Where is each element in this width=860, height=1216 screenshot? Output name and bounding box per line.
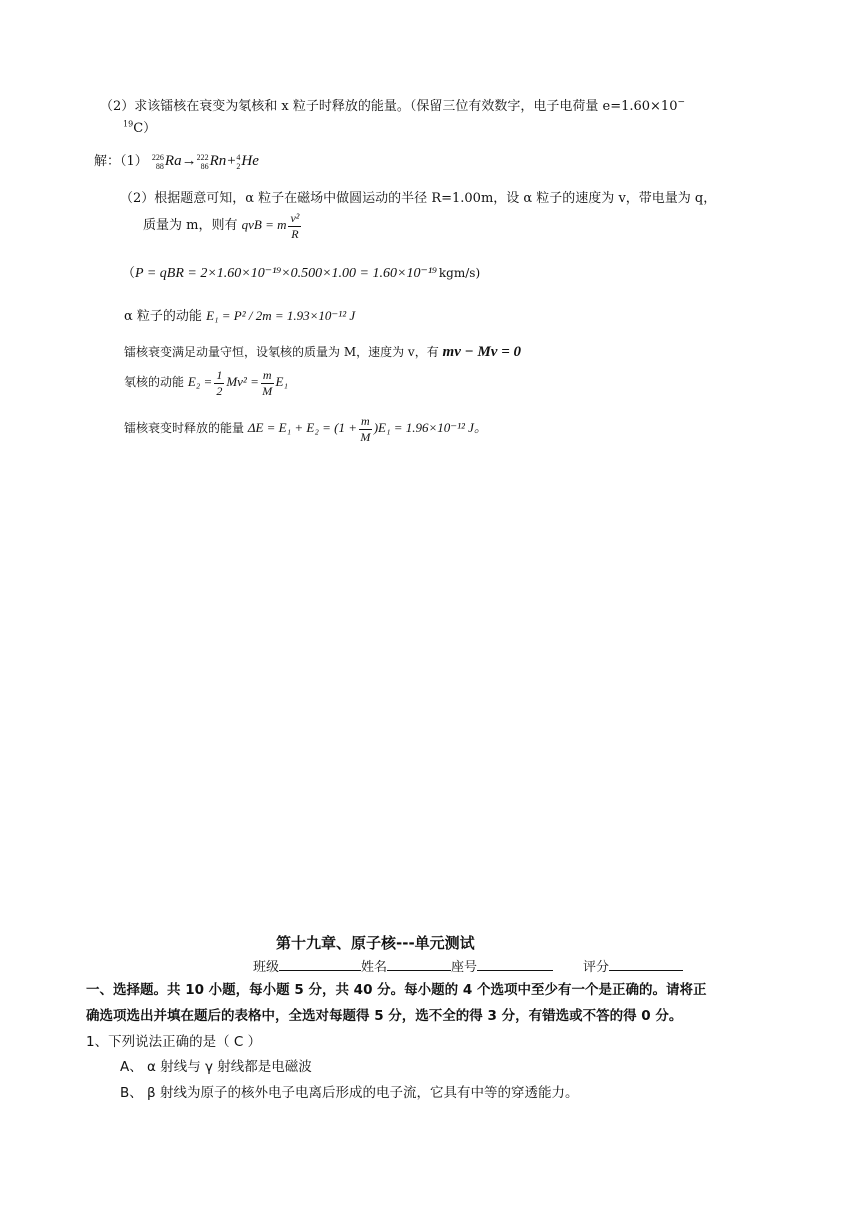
seat-field[interactable] [477, 958, 553, 971]
momentum-line: （P = qBR = 2×1.60×10⁻¹⁹×0.500×1.00 = 1.60×10⁻¹⁹ kgm/s) [122, 266, 481, 281]
class-field[interactable] [279, 958, 361, 971]
section-1-instructions-line-1: 一、选择题。共 10 小题，每小题 5 分，共 40 分。每小题的 4 个选项中至少有一个是正确的。请将正 [86, 982, 707, 998]
score-field[interactable] [609, 958, 683, 971]
section-1-instructions-line-2: 确选项选出并填在题后的表格中，全选对每题得 5 分，选不全的得 3 分，有错选或不答的得 0 分。 [86, 1008, 683, 1024]
force-equation: qvB = m $\frac{\text{v²}}{R}$ [241, 210, 300, 241]
decay-equation: 226 88Ra→222 86Rn+4 2He [151, 152, 259, 171]
solution-label: 解：（1） [94, 154, 148, 169]
class-label: 班级 [253, 960, 280, 975]
seat-label: 座号 [451, 960, 478, 975]
question-1-stem: 1、下列说法正确的是（ C ） [86, 1034, 262, 1050]
momentum-equation: P = qBR = 2×1.60×10⁻¹⁹×0.500×1.00 = 1.60×10⁻¹⁹ [135, 266, 437, 281]
solution-part-2-line-1: （2）根据题意可知，α 粒子在磁场中做圆运动的半径 R=1.00m，设 α 粒子的速度为 v，带电量为 q， [120, 191, 717, 206]
momentum-conservation: 镭核衰变满足动量守恒，设氡核的质量为 M，速度为 v，有 mv − Mv = 0 [124, 344, 521, 360]
score-label: 评分 [583, 960, 610, 975]
question-1-option-b: B、 β 射线为原子的核外电子电离后形成的电子流，它具有中等的穿透能力。 [120, 1085, 579, 1101]
solution-part-1 [94, 150, 259, 172]
name-label: 姓名 [361, 960, 388, 975]
chapter-title: 第十九章、原子核---单元测试 [276, 934, 475, 952]
released-energy: 镭核衰变时释放的能量 ΔE = E₁ + E₂ = (1 + $\frac{m}{M}$ )E₁ = 1.96×10⁻¹² J。 [124, 413, 487, 444]
question-1-option-a: A、 α 射线与 γ 射线都是电磁波 [120, 1059, 312, 1075]
student-info-form [253, 956, 683, 975]
question-2-prompt: （2）求该镭核在衰变为氡核和 x 粒子时释放的能量。（保留三位有效数字，电子电荷量 e=1.60×10− [100, 97, 686, 114]
solution-part-2-line-2: 质量为 m，则有 qvB = m $\frac{\text{v²}}{R}$ [143, 207, 303, 243]
radon-kinetic-energy: 氡核的动能 E₂ = $\frac{1}{2}$ Mv² = $\frac{m}{M}$ E₁ [124, 367, 288, 398]
alpha-kinetic-energy: α 粒子的动能 E₁ = P² / 2m = 1.93×10⁻¹² J [124, 308, 356, 324]
question-2-prompt-cont: $^{19}$C） [123, 119, 157, 136]
name-field[interactable] [387, 958, 451, 971]
